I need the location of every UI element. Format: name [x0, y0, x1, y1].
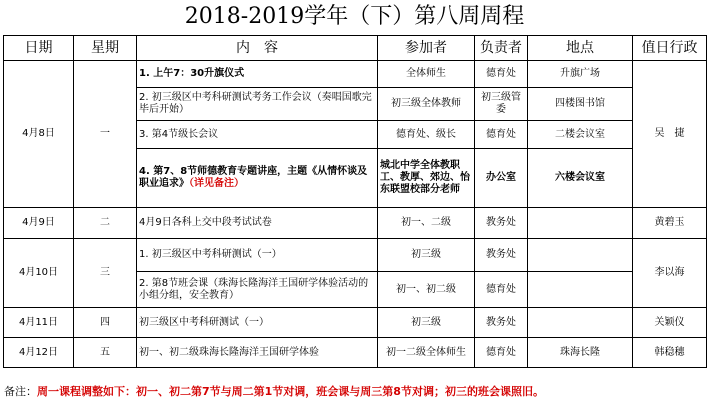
duty-cell: 黄碧玉 — [633, 208, 707, 239]
participants-cell: 初一、初二级 — [378, 272, 475, 308]
date-cell: 4月9日 — [4, 208, 74, 239]
duty-cell: 关颖仪 — [633, 308, 707, 338]
note-label: 备注： — [4, 385, 37, 398]
table-row — [4, 338, 707, 368]
content-cell: 初三级区中考科研测试（一） — [137, 308, 378, 338]
header-weekday: 星期 — [74, 36, 137, 61]
header-date: 日期 — [4, 36, 74, 61]
header-duty: 值日行政 — [633, 36, 707, 61]
footnote — [4, 382, 704, 402]
weekday-cell: 一 — [74, 61, 137, 208]
content-note: （详见备注） — [189, 178, 244, 189]
content-cell: 1. 初三级区中考科研测试（一） — [137, 239, 378, 272]
note-text: 周一课程调整如下：初一、初二第7节与周二第1节对调，班会课与周三第8节对调；初三的班会课照旧。 — [37, 385, 544, 398]
responsible-cell: 德育处 — [475, 272, 528, 308]
content-cell: 初一、初二级珠海长隆海洋王国研学体验 — [137, 338, 378, 368]
duty-cell: 吴 捷 — [633, 61, 707, 208]
header-location: 地点 — [528, 36, 633, 61]
table-row — [4, 239, 707, 272]
participants-cell: 初三级 — [378, 308, 475, 338]
responsible-cell: 德育处 — [475, 121, 528, 149]
location-cell: 四楼图书馆 — [528, 88, 633, 121]
responsible-cell: 初三级管委 — [475, 88, 528, 121]
content-cell: 3. 第4节级长会议 — [137, 121, 378, 149]
participants-cell: 初三级 — [378, 239, 475, 272]
responsible-cell: 德育处 — [475, 338, 528, 368]
content-text: 4. 第7、8节师德教育专题讲座，主题《从情怀谈及职业追求》 — [139, 166, 368, 189]
content-cell: 2. 第8节班会课（珠海长隆海洋王国研学体验活动的小组分组，安全教育） — [137, 272, 378, 308]
date-cell: 4月10日 — [4, 239, 74, 308]
schedule-table — [3, 35, 707, 368]
participants-cell: 初一、二级 — [378, 208, 475, 239]
participants-cell: 初一二级全体师生 — [378, 338, 475, 368]
header-responsible: 负责者 — [475, 36, 528, 61]
date-cell: 4月11日 — [4, 308, 74, 338]
location-cell: 珠海长隆 — [528, 338, 633, 368]
content-cell — [137, 149, 378, 208]
participants-cell: 德育处、级长 — [378, 121, 475, 149]
location-cell — [528, 208, 633, 239]
weekday-cell: 四 — [74, 308, 137, 338]
responsible-cell: 教务处 — [475, 208, 528, 239]
header-participants: 参加者 — [378, 36, 475, 61]
weekday-cell: 二 — [74, 208, 137, 239]
responsible-cell: 办公室 — [475, 149, 528, 208]
location-cell: 六楼会议室 — [528, 149, 633, 208]
table-row — [4, 208, 707, 239]
location-cell — [528, 308, 633, 338]
location-cell — [528, 272, 633, 308]
content-cell: 4月9日各科上交中段考试试卷 — [137, 208, 378, 239]
responsible-cell: 教务处 — [475, 239, 528, 272]
table-row — [4, 308, 707, 338]
responsible-cell: 德育处 — [475, 61, 528, 88]
content-cell: 1. 上午7：30升旗仪式 — [137, 61, 378, 88]
header-content: 内 容 — [137, 36, 378, 61]
location-cell: 二楼会议室 — [528, 121, 633, 149]
weekday-cell: 三 — [74, 239, 137, 308]
date-cell: 4月12日 — [4, 338, 74, 368]
page-title: 2018-2019学年（下）第八周周程 — [184, 4, 525, 29]
header-row — [4, 36, 707, 61]
duty-cell: 韩稳穗 — [633, 338, 707, 368]
location-cell — [528, 239, 633, 272]
location-cell: 升旗广场 — [528, 61, 633, 88]
content-cell: 2. 初三级区中考科研测试考务工作会议（奏唱国歌完毕后开始） — [137, 88, 378, 121]
weekday-cell: 五 — [74, 338, 137, 368]
participants-cell: 城北中学全体教职工、教厚、郊边、怡东联盟校部分老师 — [378, 149, 475, 208]
date-cell: 4月8日 — [4, 61, 74, 208]
participants-cell: 全体师生 — [378, 61, 475, 88]
table-row — [4, 61, 707, 88]
duty-cell: 李以海 — [633, 239, 707, 308]
responsible-cell: 教务处 — [475, 308, 528, 338]
participants-cell: 初三级全体教师 — [378, 88, 475, 121]
